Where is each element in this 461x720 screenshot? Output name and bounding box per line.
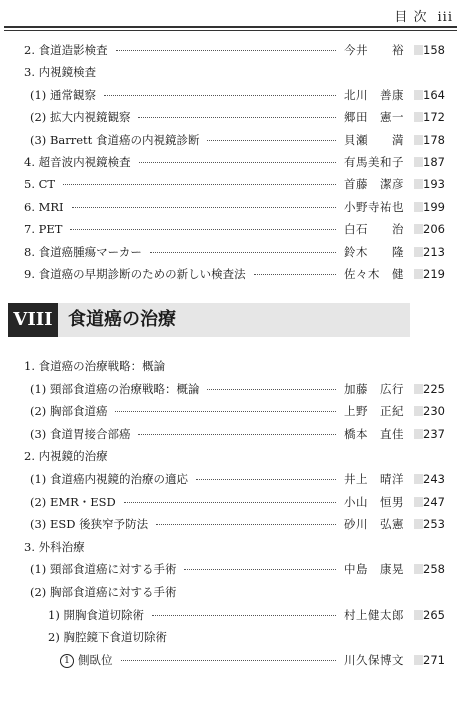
toc-entry-page: 158: [423, 43, 445, 57]
toc-entry-label: (1) 頸部食道癌に対する手術: [30, 562, 177, 577]
toc-entry-page: 219: [423, 267, 445, 281]
toc-entry[interactable]: [0, 219, 461, 239]
toc-entry-author: 橋本 直佳: [344, 426, 404, 441]
toc-entry-label: 8. 食道癌腫瘍マーカー: [24, 244, 142, 259]
toc-entry-label: 7. PET: [24, 222, 63, 237]
toc-entry[interactable]: [0, 379, 461, 399]
toc-entry-page: 265: [423, 607, 445, 622]
leader-dots: [138, 434, 336, 436]
page-marker: [414, 157, 423, 167]
toc-entry-page: 271: [423, 652, 445, 667]
toc-entry-author: 加藤 広行: [344, 381, 404, 396]
toc-entry-title: [30, 559, 176, 579]
toc-entry-label: 5. CT: [24, 177, 56, 192]
toc-entry-label: 側臥位: [78, 652, 113, 667]
toc-entry-title: [30, 514, 148, 534]
leader-dots: [104, 95, 336, 97]
toc-entry[interactable]: [0, 537, 461, 557]
toc-entry-label: 1) 開胸食道切除術: [48, 607, 144, 622]
page-marker: [414, 429, 423, 439]
toc-entry-title: [30, 469, 188, 489]
toc-entry[interactable]: [0, 424, 461, 444]
toc-entry-author: 鈴木 隆: [344, 244, 404, 259]
toc-entry-page: 206: [423, 222, 445, 237]
toc-entry[interactable]: [0, 174, 461, 194]
chapter-heading: [8, 303, 410, 337]
leader-dots: [152, 615, 336, 617]
page-marker: [414, 610, 423, 620]
toc-entry-author: 井上 晴洋: [344, 472, 404, 486]
leader-dots: [138, 117, 336, 119]
toc-entry-title: [24, 356, 165, 376]
toc-entry[interactable]: [0, 605, 461, 625]
leader-dots: [207, 140, 336, 142]
toc-entry-page: 243: [423, 472, 445, 486]
toc-entry[interactable]: [0, 242, 461, 262]
toc-entry-title: [24, 219, 62, 239]
leader-dots: [70, 229, 336, 231]
toc-entry-title: [30, 582, 176, 602]
toc-entry-label: 4. 超音波内視鏡検査: [24, 155, 131, 169]
toc-entry-label: (1) 食道癌内視鏡的治療の適応: [30, 472, 188, 486]
leader-dots: [150, 252, 336, 254]
running-header: [0, 0, 461, 26]
toc-entry-title: [30, 424, 130, 444]
toc-entry-title: [30, 379, 199, 399]
toc-entry-title: [24, 242, 142, 262]
toc-entry-label: 2. 内視鏡的治療: [24, 449, 108, 464]
toc-entry-label: (3) ESD 後狭窄予防法: [30, 517, 149, 532]
header-rule: [4, 26, 457, 31]
toc-entry[interactable]: [0, 107, 461, 127]
toc-entry[interactable]: [0, 582, 461, 602]
toc-entry-author: 白石 治: [344, 222, 404, 237]
page-marker: [414, 112, 423, 122]
toc-entry-title: [30, 492, 116, 512]
toc-entry-author: 川久保博文: [344, 652, 404, 667]
leader-dots: [121, 660, 337, 662]
toc-entry-title: [48, 605, 144, 625]
header-text: [394, 6, 453, 25]
leader-dots: [184, 569, 336, 571]
toc-entry-page: 230: [423, 404, 445, 419]
toc-entry-title: [24, 174, 55, 194]
toc-entry-author: 郷田 憲一: [344, 110, 404, 125]
toc-entry-page: 164: [423, 87, 445, 102]
leader-dots: [72, 207, 336, 209]
toc-entry-label: (2) 拡大内視鏡観察: [30, 110, 131, 125]
page-marker: [414, 519, 423, 529]
toc-entry-label: (3) Barrett 食道癌の内視鏡診断: [30, 132, 200, 147]
toc-entry-page: 172: [423, 110, 445, 125]
toc-entry-page: 237: [423, 426, 445, 441]
toc-entry-title: [24, 40, 108, 60]
toc-entry-title: [30, 401, 107, 421]
header-section: 目 次: [394, 10, 428, 25]
page-marker: [414, 564, 423, 574]
page-marker: [414, 497, 423, 507]
toc-entry-label: (2) EMR・ESD: [30, 494, 116, 509]
page-marker: [414, 45, 423, 55]
circled-number: 1: [60, 654, 74, 668]
toc-entry[interactable]: [0, 492, 461, 512]
toc-entry-title: [24, 264, 246, 284]
toc-entry-label: 2. 食道造影検査: [24, 43, 108, 57]
chapter-title: 食道癌の治療: [68, 309, 176, 330]
toc-entry-title: [30, 107, 130, 127]
page-marker: [414, 474, 423, 484]
toc-entry-author: 小野寺祐也: [344, 199, 404, 214]
toc-entry-title: [30, 130, 199, 150]
leader-dots: [124, 502, 336, 504]
toc-entry-label: 3. 外科治療: [24, 539, 85, 554]
page-marker: [414, 406, 423, 416]
toc-entry-page: 258: [423, 562, 445, 577]
header-page-number: iii: [437, 10, 453, 25]
toc-entry-title: [24, 446, 108, 466]
toc-entry-author: 貝瀬 満: [344, 132, 404, 147]
page-marker: [414, 179, 423, 189]
toc-entry-label: (1) 通常観察: [30, 87, 96, 102]
toc-entry[interactable]: [0, 401, 461, 421]
page-marker: [414, 247, 423, 257]
page-marker: [414, 224, 423, 234]
toc-entry[interactable]: [0, 356, 461, 376]
toc-entry-title: [48, 627, 167, 647]
toc-entry-label: 6. MRI: [24, 199, 64, 214]
toc-entry-title: [30, 85, 96, 105]
leader-dots: [63, 184, 336, 186]
toc-entry[interactable]: [0, 514, 461, 534]
page-marker: [414, 269, 423, 279]
toc-entry[interactable]: [0, 197, 461, 217]
page-marker: [414, 90, 423, 100]
toc-entry-page: 187: [423, 155, 445, 169]
toc-entry[interactable]: [0, 85, 461, 105]
leader-dots: [196, 479, 336, 481]
toc-entry-author: 小山 恒男: [344, 494, 404, 509]
toc-entry-author: 首藤 潔彦: [344, 177, 404, 192]
toc-entry[interactable]: [0, 40, 461, 60]
leader-dots: [254, 274, 336, 276]
page-marker: [414, 135, 423, 145]
toc-entry-label: 9. 食道癌の早期診断のための新しい検査法: [24, 267, 246, 281]
toc-entry[interactable]: [0, 469, 461, 489]
toc-entry-author: 中島 康晃: [344, 562, 404, 577]
toc-entry[interactable]: [0, 152, 461, 172]
toc-entry[interactable]: [0, 446, 461, 466]
page-marker: [414, 655, 423, 665]
leader-dots: [207, 389, 336, 391]
leader-dots: [139, 162, 336, 164]
toc-entry-title: [60, 650, 113, 670]
toc-entry-author: 上野 正紀: [344, 404, 404, 419]
toc-entry-author: 今井 裕: [344, 43, 404, 57]
toc-entry[interactable]: [0, 627, 461, 647]
toc-entry-page: 193: [423, 177, 445, 192]
chapter-number: VIII: [8, 303, 58, 337]
toc-entry-page: 253: [423, 517, 445, 532]
toc-entry-author: 北川 善康: [344, 87, 404, 102]
toc-entry-title: [24, 537, 85, 557]
toc-entry-title: [24, 152, 131, 172]
toc-entry-label: (2) 胸部食道癌: [30, 404, 108, 419]
toc-entry-author: 佐々木 健: [344, 267, 404, 281]
toc-entry-page: 247: [423, 494, 445, 509]
page-marker: [414, 384, 423, 394]
toc-entry[interactable]: [0, 130, 461, 150]
toc-entry-page: 225: [423, 381, 445, 396]
leader-dots: [156, 524, 336, 526]
leader-dots: [115, 411, 336, 413]
toc-entry-label: 1. 食道癌の治療戦略：概論: [24, 359, 166, 373]
toc-entry-author: 砂川 弘憲: [344, 517, 404, 532]
page-marker: [414, 202, 423, 212]
toc-entry[interactable]: [0, 650, 461, 670]
toc-entry-label: 3. 内視鏡検査: [24, 65, 97, 80]
toc-entry-label: (3) 食道胃接合部癌: [30, 426, 131, 441]
leader-dots: [116, 50, 336, 52]
toc-entry[interactable]: [0, 264, 461, 284]
toc-entry-label: (2) 胸部食道癌に対する手術: [30, 585, 177, 599]
toc-entry-label: (1) 頸部食道癌の治療戦略：概論: [30, 381, 200, 396]
toc-entry-author: 村上健太郎: [344, 607, 404, 622]
toc-entry-page: 178: [423, 132, 445, 147]
toc-entry-author: 有馬美和子: [344, 155, 404, 169]
toc-entry-title: [24, 62, 96, 82]
toc-entry[interactable]: [0, 559, 461, 579]
toc-entry[interactable]: [0, 62, 461, 82]
toc-entry-page: 199: [423, 199, 445, 214]
toc-entry-page: 213: [423, 244, 445, 259]
toc-entry-title: [24, 197, 64, 217]
toc-entry-label: 2) 胸腔鏡下食道切除術: [48, 630, 167, 645]
